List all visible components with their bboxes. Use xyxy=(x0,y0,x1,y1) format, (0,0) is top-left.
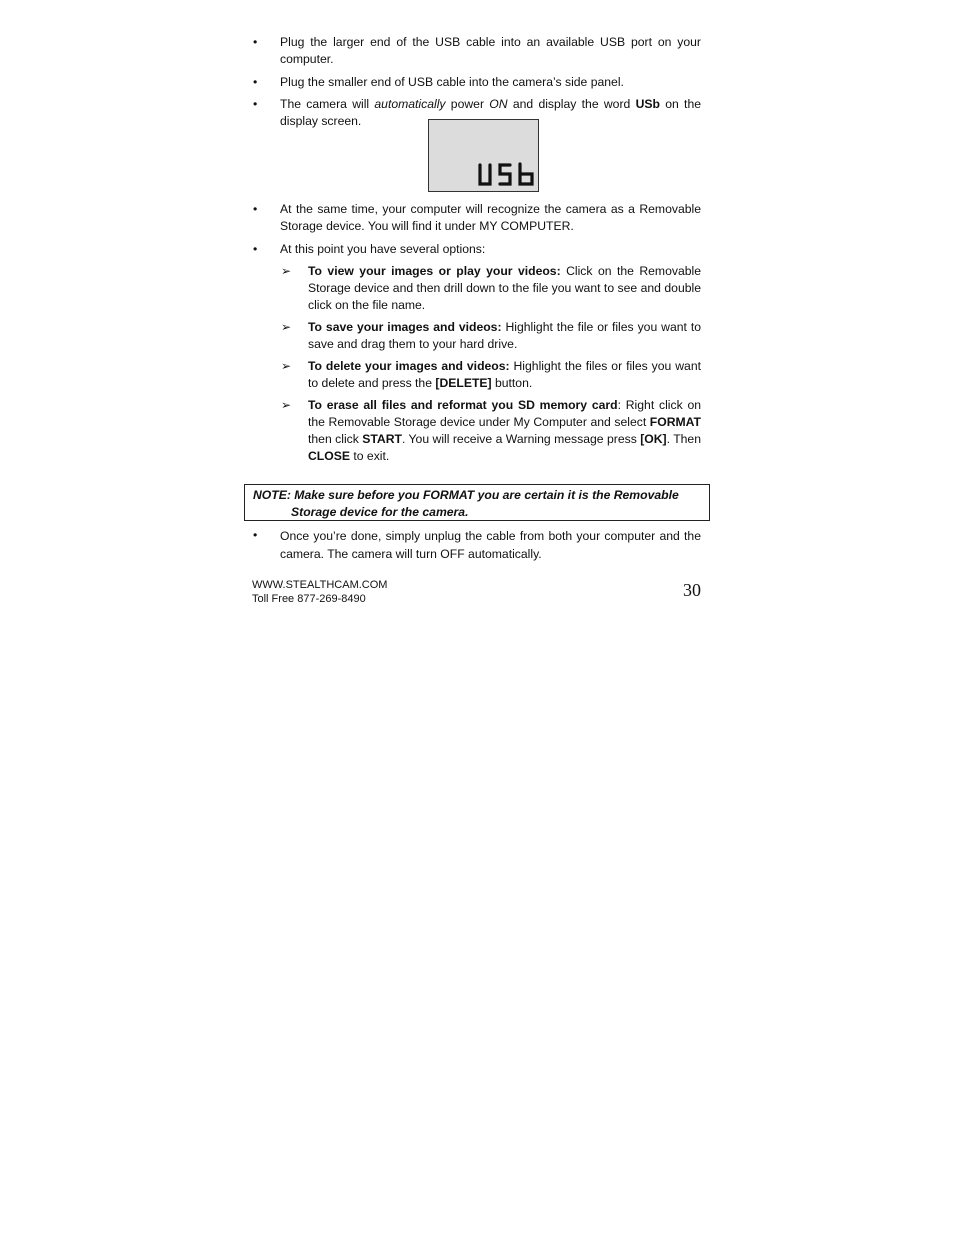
option-save-images: ➢ To save your images and videos: Highlight the file or files you want to save and drag them to your hard drive. xyxy=(281,320,701,351)
arrow-bullet-icon: ➢ xyxy=(281,398,292,412)
bullet-text: At the same time, your computer will recognize the camera as a Removable Storage device. You will find it under MY COMPUTER. xyxy=(280,202,701,233)
toll-free-phone: Toll Free 877-269-8490 xyxy=(252,593,366,605)
page-number: 30 xyxy=(683,580,701,600)
bullet-dot: • xyxy=(253,202,258,216)
footer-contact xyxy=(252,578,387,606)
bullet-text: At this point you have several options: xyxy=(280,242,486,256)
bullet-dot: • xyxy=(253,528,258,542)
bullet-text: Plug the smaller end of USB cable into the camera’s side panel. xyxy=(280,75,624,89)
bullet-dot: • xyxy=(253,97,258,111)
note-line-2: Storage device for the camera. xyxy=(291,505,469,519)
option-view-images: ➢ To view your images or play your videos: Click on the Removable Storage device and then drill down to the file you want to see and double click on the file name. xyxy=(281,264,701,312)
arrow-bullet-icon: ➢ xyxy=(281,359,292,373)
bullet-plug-larger-end xyxy=(253,34,701,68)
bullet-dot: • xyxy=(253,35,258,49)
option-erase-reformat: ➢ To erase all files and reformat you SD memory card: Right click on the Removable Storage device under My Computer and select FORMAT then click START. You will receive a Warning message press [OK]. Then CLOSE to exit. xyxy=(281,398,701,463)
bullet-dot: • xyxy=(253,242,258,256)
bullet-text: The camera will automatically power ON and display the word USb on the display screen. xyxy=(280,97,701,128)
format-note-box xyxy=(244,484,710,521)
arrow-bullet-icon: ➢ xyxy=(281,320,292,334)
lcd-display-image xyxy=(428,119,539,192)
note-line-1: NOTE: Make sure before you FORMAT you are certain it is the Removable xyxy=(253,488,679,502)
bullet-unplug-cable xyxy=(253,527,701,563)
option-delete-images: ➢ To delete your images and videos: Highlight the files or files you want to delete and press the [DELETE] button. xyxy=(281,359,701,390)
arrow-bullet-icon: ➢ xyxy=(281,264,292,278)
bullet-several-options xyxy=(253,241,701,258)
bullet-dot: • xyxy=(253,75,258,89)
bullet-text: Plug the larger end of the USB cable into an available USB port on your computer. xyxy=(280,35,701,66)
bullet-text: Once you’re done, simply unplug the cable from both your computer and the camera. The camera will turn OFF automatically. xyxy=(280,529,701,561)
bullet-plug-smaller-end xyxy=(253,74,701,91)
bullet-recognize-device xyxy=(253,201,701,235)
website-link[interactable]: WWW.STEALTHCAM.COM xyxy=(252,579,388,591)
lcd-usb-segments xyxy=(429,120,538,191)
